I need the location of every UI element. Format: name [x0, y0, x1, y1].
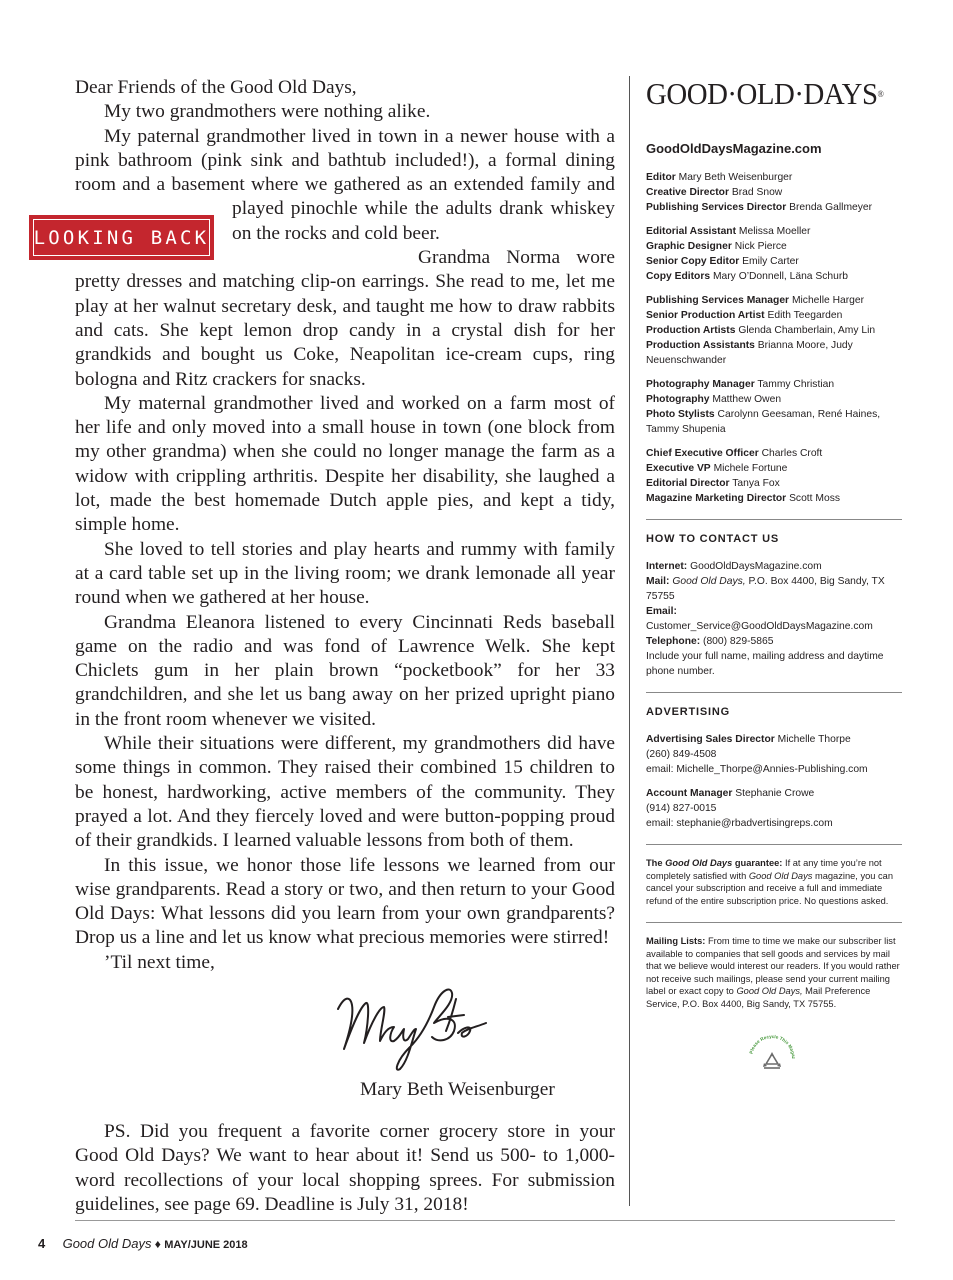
letter-paragraph: Grandma Norma wore pretty dresses and matching clip-on earrings. She read to me, let me play at her walnut secretary desk, and taught me how to draw rabbits and cats. She kept lemon drop candy in a crystal dish for her grandkids and bought us Coke, Neapolitan ice-cream cups, ring bologna and Ritz crackers for snacks.	[75, 247, 615, 390]
footer-issue: MAY/JUNE 2018	[164, 1239, 248, 1251]
staff-entry: Photo Stylists Carolynn Geesaman, René Haines, Tammy Shupenia	[646, 409, 881, 435]
staff-group	[646, 224, 902, 284]
divider	[646, 922, 902, 923]
advertising-contacts	[646, 732, 902, 831]
ad-email[interactable]: email: Michelle_Thorpe@Annies-Publishing.com	[646, 764, 868, 775]
masthead	[646, 76, 902, 1089]
letter-paragraph: My paternal grandmother lived in town in a newer house with a pink bathroom (pink sink and bathtub included!), a formal dining room and a basement where we gathered as an extended family and played pinochle while the adults drank whiskey on the rocks and cold beer.	[75, 125, 615, 246]
staff-group	[646, 293, 902, 368]
staff-entry: Publishing Services Manager Michelle Harger	[646, 295, 865, 306]
column-divider	[629, 76, 630, 1206]
signoff: ’Til next time,	[104, 951, 215, 973]
badge-label: LOOKING BACK	[33, 226, 210, 249]
staff-entry: Production Assistants Brianna Moore, Judy Neuenschwander	[646, 340, 853, 366]
staff-entry: Photography Manager Tammy Christian	[646, 379, 835, 390]
staff-entry: Magazine Marketing Director Scott Moss	[646, 493, 840, 504]
looking-back-badge	[29, 215, 214, 260]
divider	[646, 692, 902, 693]
staff-group	[646, 377, 902, 437]
staff-entry: Graphic Designer Nick Pierce	[646, 241, 787, 252]
ad-email[interactable]: email: stephanie@rbadvertisingreps.com	[646, 818, 833, 829]
staff-entry: Photography Matthew Owen	[646, 394, 782, 405]
page-footer	[38, 1236, 248, 1251]
staff-entry: Creative Director Brad Snow	[646, 187, 783, 198]
contact-block: Internet: GoodOldDaysMagazine.com Mail: Good Old Days, P.O. Box 4400, Big Sandy, TX 75755 Email: Customer_Service@GoodOldDaysMagazine.com Telephone: (800) 829-5865 Include your full name, mailing address and daytime phone number.	[646, 561, 885, 677]
contact-heading: HOW TO CONTACT US	[646, 533, 779, 545]
diamond-icon: ♦	[154, 1237, 161, 1251]
staff-entry: Production Artists Glenda Chamberlain, Amy Lin	[646, 325, 876, 336]
divider	[646, 519, 902, 520]
email-link[interactable]: Customer_Service@GoodOldDaysMagazine.com	[646, 621, 873, 632]
website-link[interactable]: GoodOldDaysMagazine.com	[646, 141, 822, 156]
ad-contact: Advertising Sales Director Michelle Thorpe (260) 849-4508 email: Michelle_Thorpe@Annies-Publishing.com	[646, 732, 902, 777]
internet-link[interactable]: GoodOldDaysMagazine.com	[690, 561, 822, 572]
postscript: PS. Did you frequent a favorite corner grocery store in your Good Old Days? We want to hear about it! Send us 500- to 1,000-word recollections of your local shopping sprees. For submission guidelines, see page 69. Deadline is July 31, 2018!	[75, 1120, 615, 1215]
divider	[646, 844, 902, 845]
staff-entry: Editorial Director Tanya Fox	[646, 478, 780, 489]
letter-paragraph: In this issue, we honor those life lessons we learned from our wise grandparents. Read a story or two, and then return to your Good Old Days: What lessons did you learn from your own grandparents? Drop us a line and let us know what precious memories were stirred!	[75, 854, 615, 949]
ad-contact: Account Manager Stephanie Crowe (914) 827-0015 email: stephanie@rbadvertisingreps.com	[646, 786, 902, 831]
letter-paragraph: My maternal grandmother lived and worked on a farm most of her life and only moved into a small house in town (one block from my other grandma) when she could no longer manage the farm as a widow with crippling arthritis. Despite her disability, she laughed a lot, made the best homemade Dutch apple pies, and kept a tidy, simple home.	[75, 392, 615, 536]
magazine-logo: GOOD·OLD·DAYS®	[646, 76, 884, 111]
footer-rule	[75, 1220, 895, 1221]
page-number: 4	[38, 1236, 46, 1251]
staff-entry: Copy Editors Mary O’Donnell, Läna Schurb	[646, 271, 849, 282]
letter-paragraph: Grandma Eleanora listened to every Cincinnati Reds baseball game on the radio and was fond of Lawrence Welk. She kept Chiclets gum in her plain brown “pocketbook” for her 33 grandchildren, and she let us bang away on her prized upright piano in the front room whenever we visited.	[75, 611, 615, 730]
staff-entry: Editor Mary Beth Weisenburger	[646, 172, 793, 183]
guarantee-text: The Good Old Days guarantee: If at any time you’re not completely satisfied with Good Old Days magazine, you can cancel your subscription and receive a full and immediate refund of the entire subscription price. No questions asked.	[646, 858, 894, 906]
advertising-heading: ADVERTISING	[646, 706, 730, 718]
signature-image	[330, 977, 500, 1077]
letter-paragraph: She loved to tell stories and play hearts and rummy with family at a card table set up in the living room; we drank lemonade all year round when we gathered at her house.	[75, 538, 615, 609]
staff-list	[646, 170, 902, 506]
staff-group	[646, 446, 902, 506]
staff-group	[646, 170, 902, 215]
staff-entry: Editorial Assistant Melissa Moeller	[646, 226, 811, 237]
staff-entry: Executive VP Michele Fortune	[646, 463, 788, 474]
staff-entry: Senior Copy Editor Emily Carter	[646, 256, 799, 267]
salutation: Dear Friends of the Good Old Days,	[75, 77, 357, 98]
mailing-lists-text: Mailing Lists: From time to time we make our subscriber list available to companies that sell goods and services by mail that we believe would interest our readers. If you would rather not receive such mailings, please send your current mailing label or exact copy to Good Old Days, Mail Preference Service, P.O. Box 4400, Big Sandy, TX 75755.	[646, 936, 900, 1009]
recycle-icon	[744, 1028, 800, 1084]
signature-block	[75, 975, 615, 1120]
staff-entry: Chief Executive Officer Charles Croft	[646, 448, 823, 459]
signer-name: Mary Beth Weisenburger	[360, 1078, 555, 1100]
svg-text:Please Recycle This Magazine: Please Recycle This Magaz	[748, 1033, 797, 1059]
footer-magazine: Good Old Days	[62, 1236, 152, 1251]
letter-paragraph: While their situations were different, my grandmothers did have some things in common. They raised their combined 15 children to be honest, hardworking, active members of the community. They prayed a lot. And they fiercely loved and were button-popping proud of their grandkids. I learned valuable lessons from both of them.	[75, 733, 615, 852]
letter-paragraph: My two grandmothers were nothing alike.	[104, 101, 431, 123]
staff-entry: Publishing Services Director Brenda Gallmeyer	[646, 202, 873, 213]
staff-entry: Senior Production Artist Edith Teegarden	[646, 310, 843, 321]
